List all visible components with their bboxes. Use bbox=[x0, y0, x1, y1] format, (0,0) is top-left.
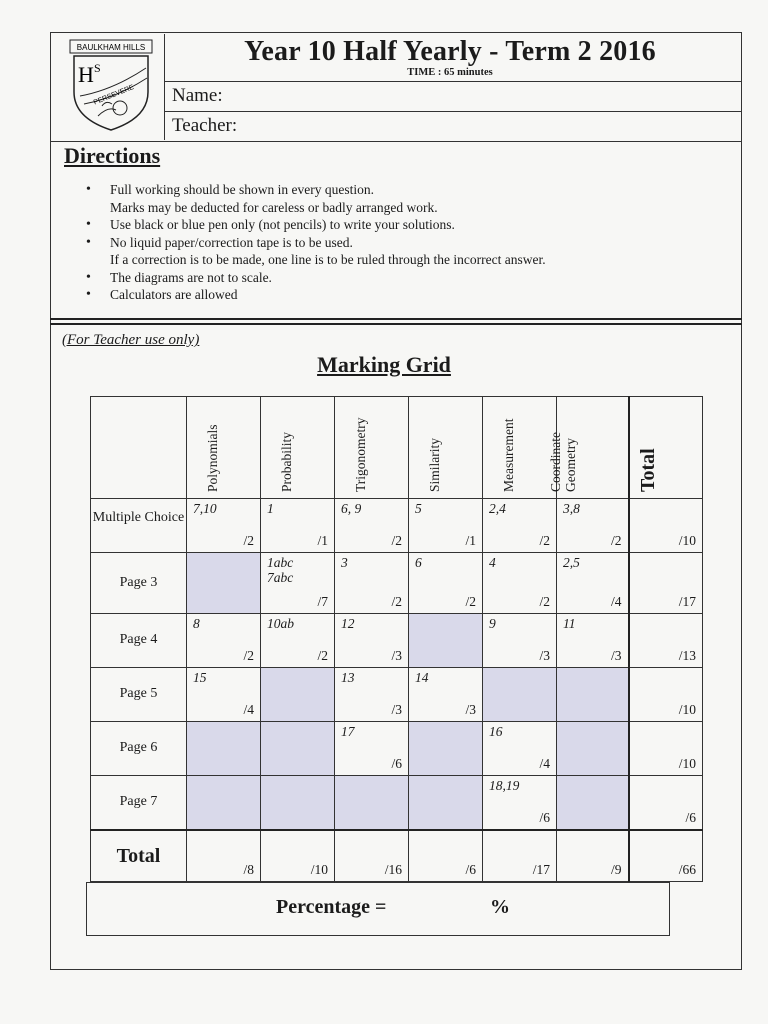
row-label: Page 7 bbox=[91, 776, 187, 830]
marking-grid bbox=[90, 396, 703, 882]
divider bbox=[50, 323, 742, 325]
column-header: Similarity bbox=[409, 397, 483, 499]
row-label: Page 6 bbox=[91, 722, 187, 776]
school-logo bbox=[58, 34, 165, 140]
column-header: Probability bbox=[261, 397, 335, 499]
table-row: Page 6 17 /6 16 /4 /10 bbox=[91, 722, 703, 776]
table-row: Page 3 1abc 7abc /7 3 /2 6 /2 4 /2 2,5 /4 /17 bbox=[91, 553, 703, 614]
column-header: Trigonometry bbox=[335, 397, 409, 499]
row-label: Page 4 bbox=[91, 614, 187, 668]
table-row: Multiple Choice 7,10 /2 1 /1 6, 9 /2 5 /1 2,4 /2 3,8 /2 /10 bbox=[91, 499, 703, 553]
column-header: Measurement bbox=[483, 397, 557, 499]
column-header: Polynomials bbox=[187, 397, 261, 499]
divider bbox=[50, 141, 742, 142]
divider bbox=[50, 318, 742, 320]
column-header-total: Total bbox=[629, 397, 703, 499]
percentage-label: Percentage = bbox=[276, 896, 387, 918]
exam-title: Year 10 Half Yearly - Term 2 2016 bbox=[244, 36, 656, 67]
table-row: Page 5 15 /4 13 /3 14 /3 /10 bbox=[91, 668, 703, 722]
svg-text:PERSEVERE: PERSEVERE bbox=[92, 83, 136, 107]
list-item: • Use black or blue pen only (not pencils) to write your solutions. bbox=[86, 217, 455, 232]
divider bbox=[164, 111, 742, 112]
marking-grid-title: Marking Grid bbox=[317, 352, 451, 377]
teacher-use-note: (For Teacher use only) bbox=[62, 332, 200, 348]
list-item: • Full working should be shown in every question. Marks may be deducted for careless or badly arranged work. bbox=[86, 182, 438, 215]
teacher-label: Teacher: bbox=[172, 115, 238, 136]
list-item: • No liquid paper/correction tape is to be used. If a correction is to be made, one line is to be ruled through the incorrect answer. bbox=[86, 234, 546, 267]
table-row: Page 7 18,19 /6 /6 bbox=[91, 776, 703, 830]
name-label: Name: bbox=[172, 85, 223, 106]
row-label: Total bbox=[91, 830, 187, 882]
corner-cell bbox=[91, 397, 187, 499]
svg-text:H: H bbox=[78, 62, 94, 87]
row-label: Page 5 bbox=[91, 668, 187, 722]
column-header: Coordinate Geometry bbox=[557, 397, 629, 499]
table-row-total: Total /8 /10 /16 /6 /17 /9 /66 bbox=[91, 830, 703, 882]
divider bbox=[164, 81, 742, 82]
exam-time: TIME : 65 minutes bbox=[407, 67, 493, 78]
directions-heading: Directions bbox=[64, 143, 161, 168]
percentage-symbol: % bbox=[490, 896, 510, 918]
row-label: Multiple Choice bbox=[91, 499, 187, 553]
list-item: • Calculators are allowed bbox=[86, 287, 238, 302]
school-crest-icon bbox=[58, 34, 164, 140]
row-label: Page 3 bbox=[91, 553, 187, 614]
svg-text:BAULKHAM HILLS: BAULKHAM HILLS bbox=[76, 43, 146, 52]
svg-text:S: S bbox=[94, 61, 101, 75]
list-item: • The diagrams are not to scale. bbox=[86, 269, 272, 285]
directions-list bbox=[86, 181, 706, 304]
table-row: Page 4 8 /2 10ab /2 12 /3 9 /3 11 /3 /13 bbox=[91, 614, 703, 668]
